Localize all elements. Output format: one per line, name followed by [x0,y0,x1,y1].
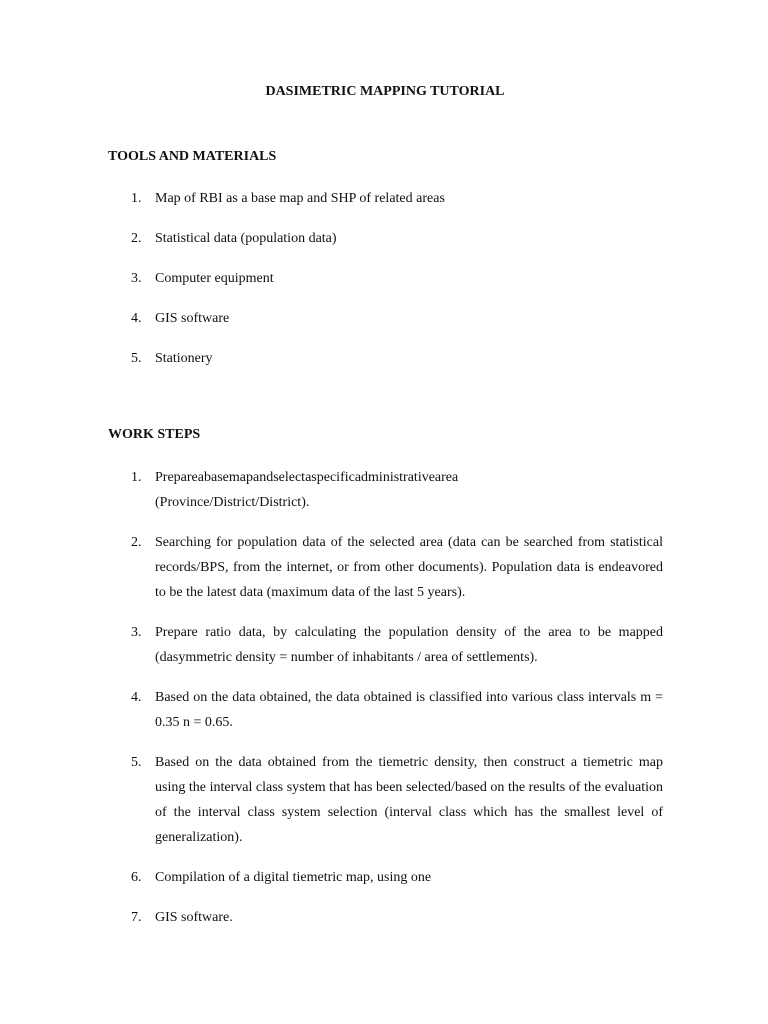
word: base [203,470,229,485]
list-item-text: Map of RBI as a base map and SHP of related areas [155,191,445,206]
list-item [0,226,663,251]
list-item-number: 5. [131,351,142,366]
word: specific [311,470,355,485]
word: select [273,470,306,485]
list-item-number: 3. [131,271,142,286]
word: a [305,470,312,485]
list-item [0,905,663,930]
list-item [0,750,663,850]
word: and [252,470,274,485]
list-item-text-line2: (Province/District/District). [155,495,310,510]
list-item-number: 3. [131,625,142,640]
list-item-number: 2. [131,231,142,246]
word: a [197,470,204,485]
list-item-number: 7. [131,910,142,925]
list-item [0,186,663,211]
work-steps-heading: WORK STEPS [108,427,201,442]
word: administrative [354,470,435,485]
word: Prepare [155,470,198,485]
document-title: DASIMETRIC MAPPING TUTORIAL [265,84,505,99]
list-item-text: Based on the data obtained from the tiemetric density, then construct a tiemetric map using the interval class system that has been selected/based on the results of the evaluation of the interval class system selection (interval class which has the smallest level of generalization). [155,755,663,845]
work-steps-list [0,465,768,945]
list-item-number: 4. [131,311,142,326]
list-item-text: Computer equipment [155,271,274,286]
list-item [0,530,663,605]
list-item-number: 2. [131,535,142,550]
list-item-text: Stationery [155,351,213,366]
list-item-number: 1. [131,470,142,485]
list-item-number: 6. [131,870,142,885]
list-item [0,685,663,735]
tools-list [0,186,768,386]
word: map [228,470,253,485]
list-item [0,306,663,331]
list-item [0,620,663,670]
list-item-number: 1. [131,191,142,206]
list-item-text-line1 [155,465,663,490]
list-item-text: Searching for population data of the selected area (data can be searched from statistical records/BPS, from the internet, or from other documents). Population data is endeavored to be the latest data (maximum data of the last 5 years). [155,535,663,600]
list-item [0,266,663,291]
tools-heading: TOOLS AND MATERIALS [108,149,277,164]
list-item-text: GIS software [155,311,230,326]
list-item-number: 5. [131,755,142,770]
list-item [0,865,663,890]
list-item-text: Prepare ratio data, by calculating the population density of the area to be mapped (dasymmetric density = number of inhabitants / area of settlements). [155,625,663,665]
word: area [434,470,459,485]
list-item-text: GIS software. [155,910,233,925]
list-item-text: Compilation of a digital tiemetric map, using one [155,870,432,885]
list-item-number: 4. [131,690,142,705]
list-item [0,346,663,371]
list-item-text: Based on the data obtained, the data obtained is classified into various class intervals m = 0.35 n = 0.65. [155,690,663,730]
list-item-text: Statistical data (population data) [155,231,337,246]
list-item [0,465,663,515]
